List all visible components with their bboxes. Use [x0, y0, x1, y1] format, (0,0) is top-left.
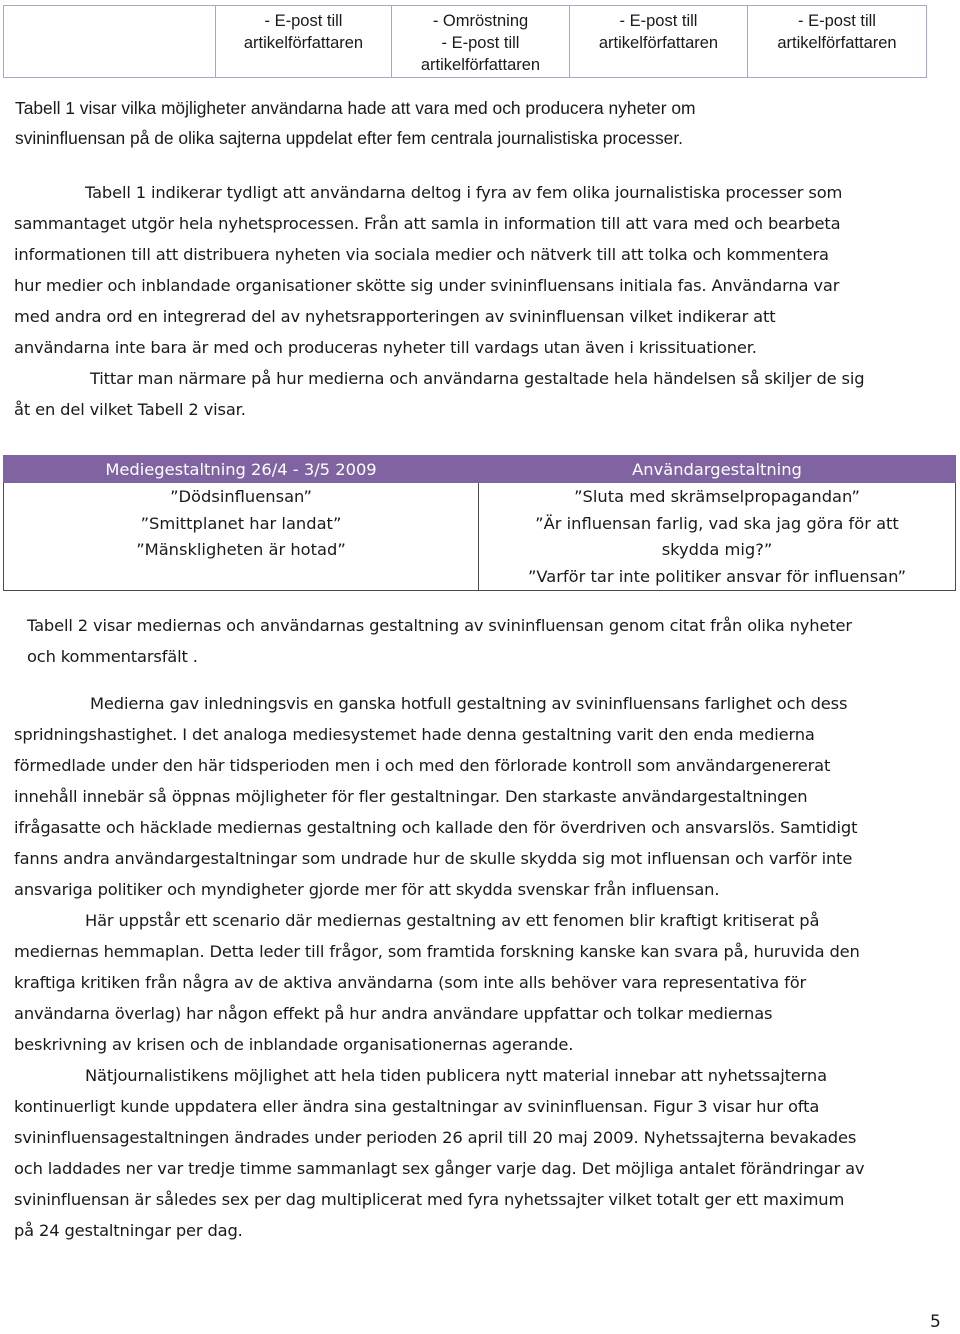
text-line: Medierna gav inledningsvis en ganska hotfull gestaltning av svininfluensans farlighet och dess [90, 694, 848, 713]
text-line: och kommentarsfält . [27, 647, 198, 666]
text-line: kraftiga kritiken från några av de aktiva användarna (som inte alls behöver vara representativa för [14, 973, 807, 992]
text-line: Tabell 1 visar vilka möjligheter användarna hade att vara med och producera nyheter om [15, 98, 696, 118]
cell-line: artikelförfattaren [598, 34, 719, 52]
media-framing-header: Mediegestaltning 26/4 - 3/5 2009 [4, 456, 479, 483]
table-2-caption [27, 610, 957, 672]
table-cell [392, 6, 570, 78]
table-header-row [4, 456, 956, 483]
text-line: Tabell 2 visar mediernas och användarnas gestaltning av svininfluensan genom citat från olika nyheter [27, 616, 852, 635]
cell-line: - E-post till [264, 12, 343, 30]
text-line: kontinuerligt kunde uppdatera eller ändra sina gestaltningar av svininfluensan. Figur 3 visar hur ofta [14, 1097, 820, 1116]
text-line: ansvariga politiker och myndigheter gjorde mer för att skydda svenskar från influensan. [14, 880, 720, 899]
text-line: sammantaget utgör hela nyhetsprocessen. Från att samla in information till att vara med och bearbeta [14, 214, 841, 233]
user-quote: ”Är influensan farlig, vad ska jag göra för att [535, 513, 899, 533]
text-line: Nätjournalistikens möjlighet att hela tiden publicera nytt material innebar att nyhetssajterna [85, 1066, 827, 1085]
media-quotes-cell [4, 483, 479, 591]
text-line: ifrågasatte och häcklade mediernas gestaltning och kallade den för överdriven och ansvarslös. Samtidigt [14, 818, 858, 837]
paragraph-table-1-analysis [14, 177, 944, 425]
text-line: Tabell 1 indikerar tydligt att användarna deltog i fyra av fem olika journalistiska processer som [85, 183, 843, 202]
text-line: svininfluensagestaltningen ändrades under perioden 26 april till 20 maj 2009. Nyhetssajterna bevakades [14, 1128, 857, 1147]
table-cell [570, 6, 748, 78]
text-line: förmedlade under den här tidsperioden men i och med den förlorade kontroll som användargenererat [14, 756, 831, 775]
text-line: spridningshastighet. I det analoga mediesystemet hade denna gestaltning varit den enda medierna [14, 725, 815, 744]
table-cell [748, 6, 927, 78]
framing-quotes-table [3, 455, 956, 591]
top-table-fragment [3, 5, 927, 78]
text-line: informationen till att distribuera nyheten via sociala medier och nätverk till att tolka och kommentera [14, 245, 829, 264]
text-line: med andra ord en integrerad del av nyhetsrapporteringen av svininfluensan vilket indikerar att [14, 307, 776, 326]
media-quote: ”Mänskligheten är hotad” [136, 540, 346, 559]
text-line: åt en del vilket Tabell 2 visar. [14, 400, 246, 419]
media-quote: ”Dödsinfluensan” [170, 487, 312, 506]
text-line: svininfluensan på de olika sajterna uppdelat efter fem centrala journalistiska processer. [15, 128, 683, 148]
cell-line: - E-post till [798, 12, 876, 30]
cell-line: - Omröstning [432, 12, 529, 30]
text-line: fanns andra användargestaltningar som undrade hur de skulle skydda sig mot influensan och varför inte [14, 849, 853, 868]
table-cell-empty [4, 6, 216, 78]
table-row [4, 6, 927, 78]
text-line: Här uppstår ett scenario där mediernas gestaltning av ett fenomen blir kraftigt kritiserat på [85, 911, 820, 930]
media-quote: ”Smittplanet har landat” [140, 513, 342, 533]
text-line: Tittar man närmare på hur medierna och användarna gestaltade hela händelsen så skiljer de sig [90, 369, 865, 388]
table-1-caption [15, 93, 935, 153]
paragraph-discussion [14, 688, 944, 1246]
user-quote: ”Varför tar inte politiker ansvar för influensan” [527, 566, 907, 586]
text-line: på 24 gestaltningar per dag. [14, 1221, 243, 1240]
table-row [4, 483, 956, 591]
table-cell [216, 6, 392, 78]
cell-line: - E-post till [441, 34, 520, 52]
page-number: 5 [930, 1312, 941, 1332]
text-line: användarna överlag) har någon effekt på hur andra användare uppfattar och tolkar mediernas [14, 1004, 773, 1023]
cell-line: artikelförfattaren [420, 56, 541, 74]
text-line: och laddades ner var tredje timme sammanlagt sex gånger varje dag. Det möjliga antalet förändringar av [14, 1159, 865, 1178]
cell-line: artikelförfattaren [243, 34, 364, 52]
cell-line: - E-post till [619, 12, 698, 30]
user-quote: skydda mig?” [661, 540, 773, 559]
text-line: användarna inte bara är med och produceras nyheter till vardags utan även i krissituationer. [14, 338, 757, 357]
text-line: svininfluensan är således sex per dag multiplicerat med fyra nyhetssajter vilket totalt ger ett maximum [14, 1190, 845, 1209]
text-line: mediernas hemmaplan. Detta leder till frågor, som framtida forskning kanske kan svara på, huruvida den [14, 942, 860, 961]
text-line: innehåll innebär så öppnas möjligheter för fler gestaltningar. Den starkaste användargestaltningen [14, 787, 808, 806]
user-framing-header: Användargestaltning [479, 456, 956, 483]
text-line: hur medier och inblandade organisationer skötte sig under svininfluensans initiala fas. Användarna var [14, 276, 840, 295]
text-line: beskrivning av krisen och de inblandade organisationernas agerande. [14, 1035, 574, 1054]
user-quote: ”Sluta med skrämselpropagandan” [574, 487, 860, 506]
cell-line: artikelförfattaren [777, 34, 897, 52]
user-quotes-cell [479, 483, 956, 591]
